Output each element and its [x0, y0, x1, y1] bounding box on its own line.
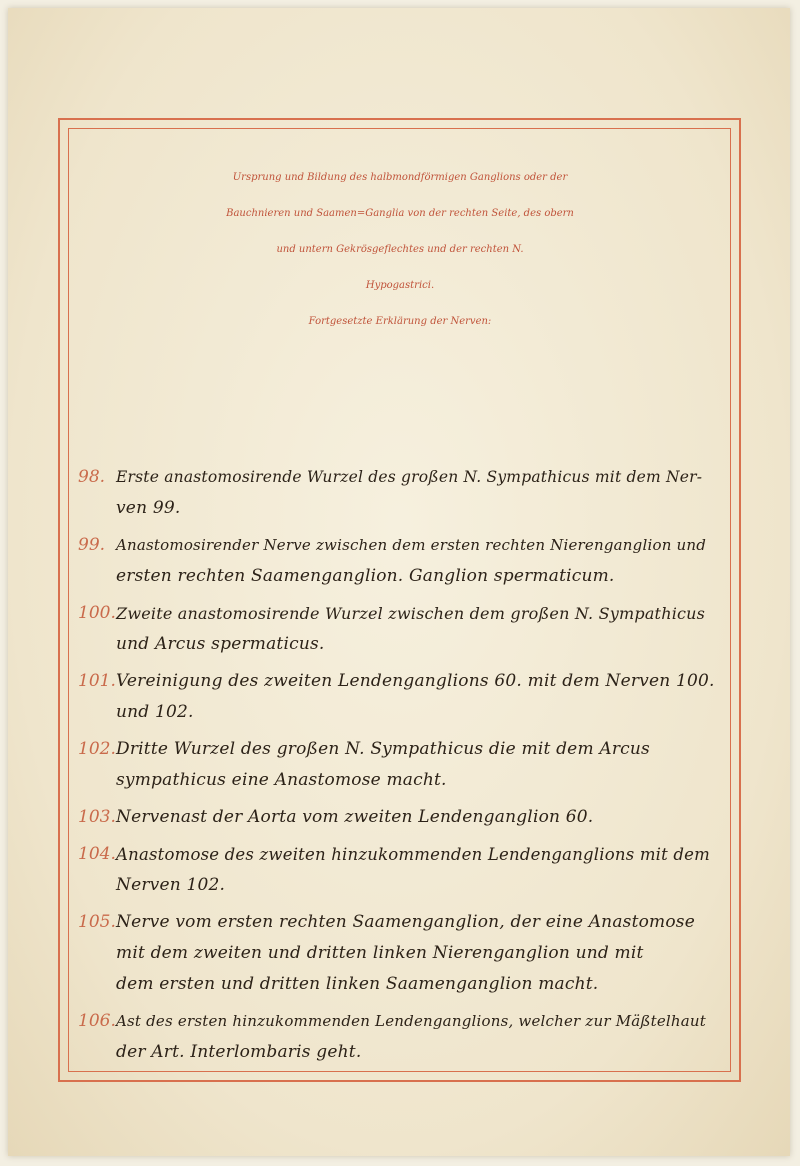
list-item — [78, 462, 718, 524]
entry-number: 106. — [78, 1011, 116, 1031]
entry-line: Nervenast der Aorta vom zweiten Lendenganglion 60. — [116, 807, 594, 827]
entry-line: Nerven 102. — [116, 875, 226, 895]
entry-line: Zweite anastomosirende Wurzel zwischen dem großen N. Sympathicus — [116, 604, 706, 623]
title-line-1: Ursprung und Bildung des halbmondförmigen Ganglions oder der — [232, 172, 568, 183]
page-title — [80, 160, 720, 340]
entry-line: ersten rechten Saamenganglion. Ganglion spermaticum. — [116, 566, 615, 586]
entry-text — [116, 839, 710, 901]
entry-text — [116, 734, 650, 796]
list-item — [78, 734, 718, 796]
entry-line: der Art. Interlombaris geht. — [116, 1042, 362, 1062]
entry-number: 105. — [78, 912, 116, 932]
entry-line: mit dem zweiten und dritten linken Nierenganglion und mit — [116, 943, 644, 963]
entry-text — [116, 462, 702, 524]
entry-number: 104. — [78, 844, 116, 864]
entry-number: 100. — [78, 603, 116, 623]
entry-line: und Arcus spermaticus. — [116, 634, 325, 654]
entry-number: 99. — [78, 535, 106, 555]
entry-line: Vereinigung des zweiten Lendenganglions 60. mit dem Nerven 100. — [116, 671, 715, 691]
entry-list — [78, 462, 718, 1074]
list-item — [78, 839, 718, 901]
entry-text — [116, 666, 715, 728]
entry-number: 101. — [78, 671, 116, 691]
entry-text — [116, 530, 706, 592]
title-line-3: und untern Gekrösgeflechtes und der rechten N. — [276, 244, 524, 255]
entry-line: und 102. — [116, 702, 194, 722]
entry-line: dem ersten und dritten linken Saamenganglion macht. — [116, 974, 599, 994]
entry-line: ven 99. — [116, 498, 181, 518]
list-item — [78, 598, 718, 660]
entry-number: 98. — [78, 467, 106, 487]
list-item — [78, 666, 718, 728]
list-item — [78, 802, 718, 833]
entry-line: Anastomosirender Nerve zwischen dem ersten rechten Nierenganglion und — [116, 536, 707, 554]
title-line-2: Bauchnieren und Saamen=Ganglia von der rechten Seite, des obern — [226, 208, 574, 219]
entry-text — [116, 907, 695, 1000]
entry-number: 103. — [78, 807, 116, 827]
list-item — [78, 1006, 718, 1068]
entry-text — [116, 598, 705, 660]
entry-text — [116, 1006, 706, 1068]
entry-line: Dritte Wurzel des großen N. Sympathicus die mit dem Arcus — [116, 739, 650, 759]
entry-line: sympathicus eine Anastomose macht. — [116, 770, 447, 790]
entry-line: Anastomose des zweiten hinzukommenden Lendenganglions mit dem — [116, 845, 710, 864]
entry-text — [116, 802, 593, 833]
entry-line: Nerve vom ersten rechten Saamenganglion, der eine Anastomose — [116, 912, 695, 932]
page-subtitle: Fortgesetzte Erklärung der Nerven: — [308, 316, 492, 327]
title-line-4: Hypogastrici. — [365, 280, 435, 291]
entry-line: Erste anastomosirende Wurzel des großen N. Sympathicus mit dem Ner- — [116, 468, 703, 486]
entry-number: 102. — [78, 739, 116, 759]
entry-line: Ast des ersten hinzukommenden Lendenganglions, welcher zur Mäßtelhaut — [116, 1012, 707, 1030]
list-item — [78, 907, 718, 1000]
list-item — [78, 530, 718, 592]
